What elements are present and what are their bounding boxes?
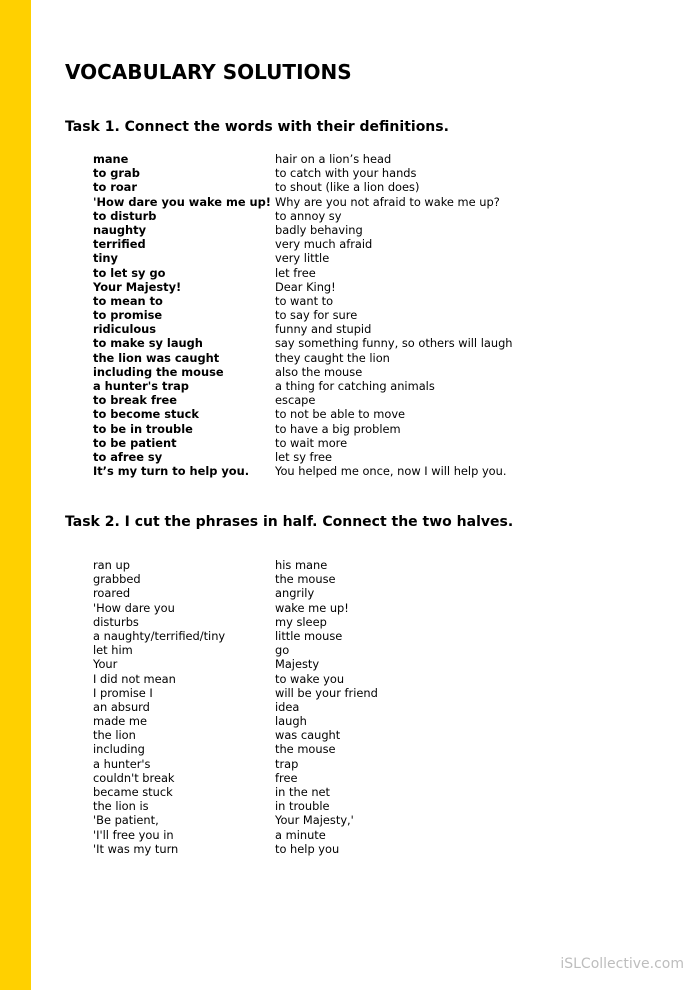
task1-term: terrified bbox=[93, 237, 146, 252]
task2-match: to wake you bbox=[275, 671, 345, 686]
task2-match: Majesty bbox=[275, 657, 320, 672]
task2-row bbox=[93, 842, 378, 856]
task2-match: in trouble bbox=[275, 799, 330, 814]
task1-row bbox=[93, 393, 513, 407]
task1-row bbox=[93, 436, 513, 450]
task1-term: a hunter's trap bbox=[93, 379, 189, 393]
task1-row bbox=[93, 422, 513, 436]
task1-row bbox=[93, 237, 513, 251]
task2-match: a minute bbox=[275, 827, 326, 842]
task2-row bbox=[93, 686, 378, 700]
task1-row bbox=[93, 195, 513, 209]
task2-match: free bbox=[275, 770, 298, 785]
task2-row bbox=[93, 728, 378, 742]
task2-term: Your bbox=[93, 657, 118, 672]
task1-match: to want to bbox=[275, 293, 334, 308]
task1-match: very much afraid bbox=[275, 237, 373, 252]
task2-row bbox=[93, 813, 378, 827]
task2-match: wake me up! bbox=[275, 600, 349, 615]
task2-term: a naughty/terrified/tiny bbox=[93, 628, 226, 643]
task1-term: It’s my turn to help you. bbox=[93, 464, 250, 479]
task1-term: mane bbox=[93, 152, 129, 166]
task1-row bbox=[93, 407, 513, 421]
task1-match: escape bbox=[275, 393, 316, 408]
task1-term: to let sy go bbox=[93, 265, 166, 280]
task1-term: to mean to bbox=[93, 293, 163, 308]
task1-match: a thing for catching animals bbox=[275, 379, 435, 393]
task1-row bbox=[93, 379, 513, 393]
task1-match: badly behaving bbox=[275, 222, 363, 237]
task1-match: to say for sure bbox=[275, 308, 358, 323]
task1-match: to wait more bbox=[275, 435, 348, 450]
task1-term: to be in trouble bbox=[93, 421, 193, 436]
task2-match: the mouse bbox=[275, 572, 336, 587]
task1-match: to annoy sy bbox=[275, 208, 342, 223]
task1-row bbox=[93, 365, 513, 379]
task2-row bbox=[93, 558, 378, 572]
yellow-side-bar bbox=[0, 0, 31, 990]
task1-row bbox=[93, 308, 513, 322]
task2-term: an absurd bbox=[93, 699, 150, 714]
task1-term: Your Majesty! bbox=[93, 279, 182, 294]
task2-term: a hunter's bbox=[93, 756, 151, 771]
task1-term: to become stuck bbox=[93, 407, 199, 422]
task1-term: the lion was caught bbox=[93, 350, 220, 365]
task2-match: was caught bbox=[275, 728, 341, 743]
task2-match: laugh bbox=[275, 714, 307, 729]
task1-row bbox=[93, 464, 513, 478]
task1-row bbox=[93, 266, 513, 280]
task1-table bbox=[93, 152, 513, 478]
task2-term: disturbs bbox=[93, 614, 139, 629]
task1-match: to catch with your hands bbox=[275, 166, 417, 181]
task1-match: Why are you not afraid to wake me up? bbox=[275, 194, 500, 209]
task2-match: my sleep bbox=[275, 614, 327, 629]
task1-term: 'How dare you wake me up! bbox=[93, 194, 271, 209]
task1-match: let free bbox=[275, 265, 316, 280]
task2-match: trap bbox=[275, 756, 299, 771]
task1-match: to shout (like a lion does) bbox=[275, 180, 420, 195]
task1-term: to grab bbox=[93, 166, 140, 181]
task2-row bbox=[93, 629, 378, 643]
task2-term: 'How dare you bbox=[93, 600, 175, 615]
task1-row bbox=[93, 209, 513, 223]
task2-row bbox=[93, 799, 378, 813]
task2-row bbox=[93, 757, 378, 771]
task1-match: very little bbox=[275, 251, 330, 266]
task1-row bbox=[93, 166, 513, 180]
task1-row bbox=[93, 152, 513, 166]
task2-term: the lion is bbox=[93, 799, 149, 814]
task2-term: including bbox=[93, 742, 145, 757]
task2-match: his mane bbox=[275, 558, 328, 572]
task1-match: they caught the lion bbox=[275, 350, 390, 365]
task1-row bbox=[93, 223, 513, 237]
task2-row bbox=[93, 828, 378, 842]
task2-row bbox=[93, 771, 378, 785]
task2-term: roared bbox=[93, 586, 131, 601]
task1-row bbox=[93, 351, 513, 365]
task1-match: You helped me once, now I will help you. bbox=[275, 464, 507, 479]
task1-term: naughty bbox=[93, 222, 147, 237]
page-title: VOCABULARY SOLUTIONS bbox=[65, 60, 352, 84]
task2-match: idea bbox=[275, 699, 300, 714]
task2-match: go bbox=[275, 643, 290, 658]
task1-row bbox=[93, 280, 513, 294]
task2-term: let him bbox=[93, 643, 133, 658]
task2-match: angrily bbox=[275, 586, 315, 601]
task1-term: including the mouse bbox=[93, 364, 224, 379]
task2-match: little mouse bbox=[275, 628, 343, 643]
task2-term: the lion bbox=[93, 728, 136, 743]
task1-term: to be patient bbox=[93, 435, 177, 450]
task2-row bbox=[93, 615, 378, 629]
task2-term: couldn't break bbox=[93, 770, 175, 785]
task2-match: Your Majesty,' bbox=[275, 813, 354, 828]
task1-row bbox=[93, 294, 513, 308]
task2-table bbox=[93, 558, 378, 856]
task2-term: became stuck bbox=[93, 785, 173, 799]
task2-row bbox=[93, 643, 378, 657]
task2-term: 'It was my turn bbox=[93, 841, 179, 856]
task2-row bbox=[93, 572, 378, 586]
task2-match: in the net bbox=[275, 785, 331, 799]
task2-row bbox=[93, 785, 378, 799]
task1-term: to promise bbox=[93, 308, 163, 323]
task2-row bbox=[93, 657, 378, 671]
task2-match: the mouse bbox=[275, 742, 336, 757]
task1-match: Dear King! bbox=[275, 279, 336, 294]
task1-match: funny and stupid bbox=[275, 322, 372, 337]
task1-match: also the mouse bbox=[275, 364, 363, 379]
task1-row bbox=[93, 180, 513, 194]
task1-term: to afree sy bbox=[93, 449, 163, 464]
task1-term: to roar bbox=[93, 180, 137, 195]
task2-term: 'Be patient, bbox=[93, 813, 159, 828]
task1-match: hair on a lion’s head bbox=[275, 152, 392, 166]
task2-term: I promise I bbox=[93, 685, 153, 700]
task1-row bbox=[93, 450, 513, 464]
task2-row bbox=[93, 700, 378, 714]
task2-term: made me bbox=[93, 714, 148, 729]
task1-term: to disturb bbox=[93, 208, 157, 223]
task1-match: say something funny, so others will laugh bbox=[275, 336, 513, 351]
task2-match: will be your friend bbox=[275, 685, 378, 700]
task2-heading: Task 2. I cut the phrases in half. Connect the two halves. bbox=[65, 514, 514, 530]
task1-match: to not be able to move bbox=[275, 407, 406, 422]
task1-row bbox=[93, 322, 513, 336]
task1-term: tiny bbox=[93, 251, 118, 266]
watermark-logo: iSLCollective.com bbox=[560, 956, 684, 972]
task1-term: to make sy laugh bbox=[93, 336, 203, 351]
task2-row bbox=[93, 601, 378, 615]
task1-term: to break free bbox=[93, 393, 177, 408]
task2-term: ran up bbox=[93, 558, 130, 572]
task2-term: 'I'll free you in bbox=[93, 827, 174, 842]
task2-row bbox=[93, 742, 378, 756]
task2-term: grabbed bbox=[93, 572, 141, 587]
task1-row bbox=[93, 251, 513, 265]
task2-match: to help you bbox=[275, 841, 340, 856]
task1-row bbox=[93, 336, 513, 350]
task2-row bbox=[93, 672, 378, 686]
task2-term: I did not mean bbox=[93, 671, 176, 686]
task1-heading: Task 1. Connect the words with their definitions. bbox=[65, 119, 449, 135]
task1-term: ridiculous bbox=[93, 322, 157, 337]
task1-match: let sy free bbox=[275, 449, 333, 464]
task2-row bbox=[93, 714, 378, 728]
task2-row bbox=[93, 586, 378, 600]
task1-match: to have a big problem bbox=[275, 421, 401, 436]
